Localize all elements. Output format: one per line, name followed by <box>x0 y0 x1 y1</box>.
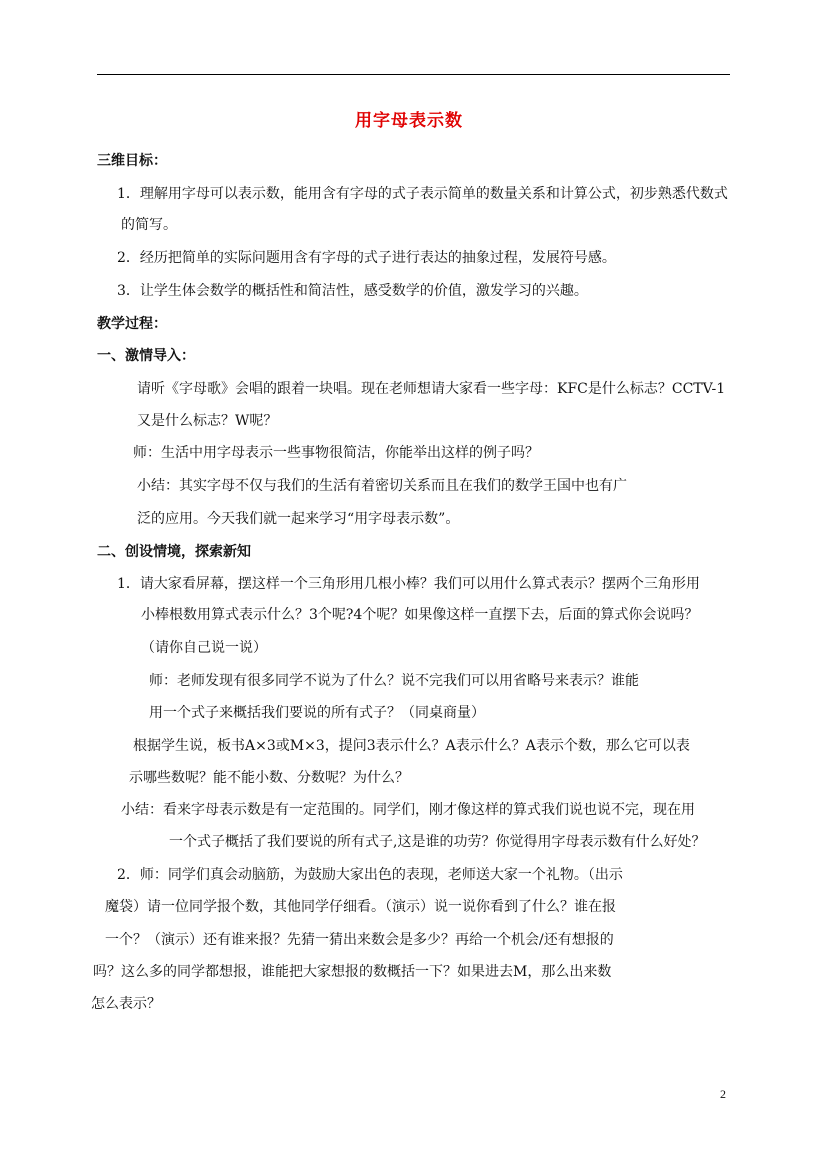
line-19: 根据学生说，板书A×3或M×3，提问3表示什么？A表示什么？A表示个数，那么它可以表 <box>133 738 690 754</box>
header-rule <box>97 74 730 75</box>
line-01: 三维目标： <box>97 153 167 169</box>
line-22: 一个式子概括了我们要说的所有式子,这是谁的功劳？你觉得用字母表示数有什么好处？ <box>169 834 706 850</box>
line-06: 教学过程： <box>97 316 167 332</box>
line-27: 怎么表示？ <box>91 996 161 1012</box>
line-18: 用一个式子来概括我们要说的所有式子？（同桌商量） <box>149 705 485 721</box>
line-23: 2．师：同学们真会动脑筋，为鼓励大家出色的表现，老师送大家一个礼物。（出示 <box>117 867 623 883</box>
line-20: 示哪些数呢？能不能小数、分数呢？为什么？ <box>129 770 409 786</box>
line-09: 又是什么标志？W呢？ <box>137 413 278 429</box>
line-25: 一个？（演示）还有谁来报？先猜一猜出来数会是多少？再给一个机会/还有想报的 <box>105 932 614 948</box>
line-02: 1．理解用字母可以表示数，能用含有字母的式子表示简单的数量关系和计算公式，初步熟悉代数式 <box>117 186 728 202</box>
line-24: 魔袋）请一位同学报个数，其他同学仔细看。（演示）说一说你看到了什么？谁在报 <box>105 899 616 915</box>
line-12: 泛的应用。今天我们就一起来学习“用字母表示数”。 <box>137 511 460 527</box>
line-16: （请你自己说一说） <box>141 640 267 656</box>
line-13: 二、创设情境，探索新知 <box>97 544 251 560</box>
line-07: 一、激情导入： <box>97 348 195 364</box>
page-number: 2 <box>720 1087 726 1101</box>
page-title: 用字母表示数 <box>355 111 463 131</box>
line-26: 吗？这么多的同学都想报，谁能把大家想报的数概括一下？如果进去M，那么出来数 <box>93 964 612 980</box>
line-17: 师：老师发现有很多同学不说为了什么？说不完我们可以用省略号来表示？谁能 <box>149 673 639 689</box>
line-21: 小结：看来字母表示数是有一定范围的。同学们，刚才像这样的算式我们说也说不完，现在用 <box>121 802 695 818</box>
line-14: 1．请大家看屏幕，摆这样一个三角形用几根小棒？我们可以用什么算式表示？摆两个三角形用 <box>117 576 700 592</box>
line-03: 的简写。 <box>121 217 177 233</box>
line-15: 小棒根数用算式表示什么？3个呢?4个呢？如果像这样一直摆下去，后面的算式你会说吗？ <box>141 607 699 623</box>
line-05: 3．让学生体会数学的概括性和简洁性，感受数学的价值，激发学习的兴趣。 <box>117 283 588 299</box>
line-04: 2．经历把简单的实际问题用含有字母的式子进行表达的抽象过程，发展符号感。 <box>117 250 616 266</box>
line-08: 请听《字母歌》会唱的跟着一块唱。现在老师想请大家看一些字母：KFC是什么标志？CCTV-1 <box>137 381 726 397</box>
line-11: 小结：其实字母不仅与我们的生活有着密切关系而且在我们的数学王国中也有广 <box>137 478 627 494</box>
line-10: 师：生活中用字母表示一些事物很简洁，你能举出这样的例子吗？ <box>133 445 539 461</box>
